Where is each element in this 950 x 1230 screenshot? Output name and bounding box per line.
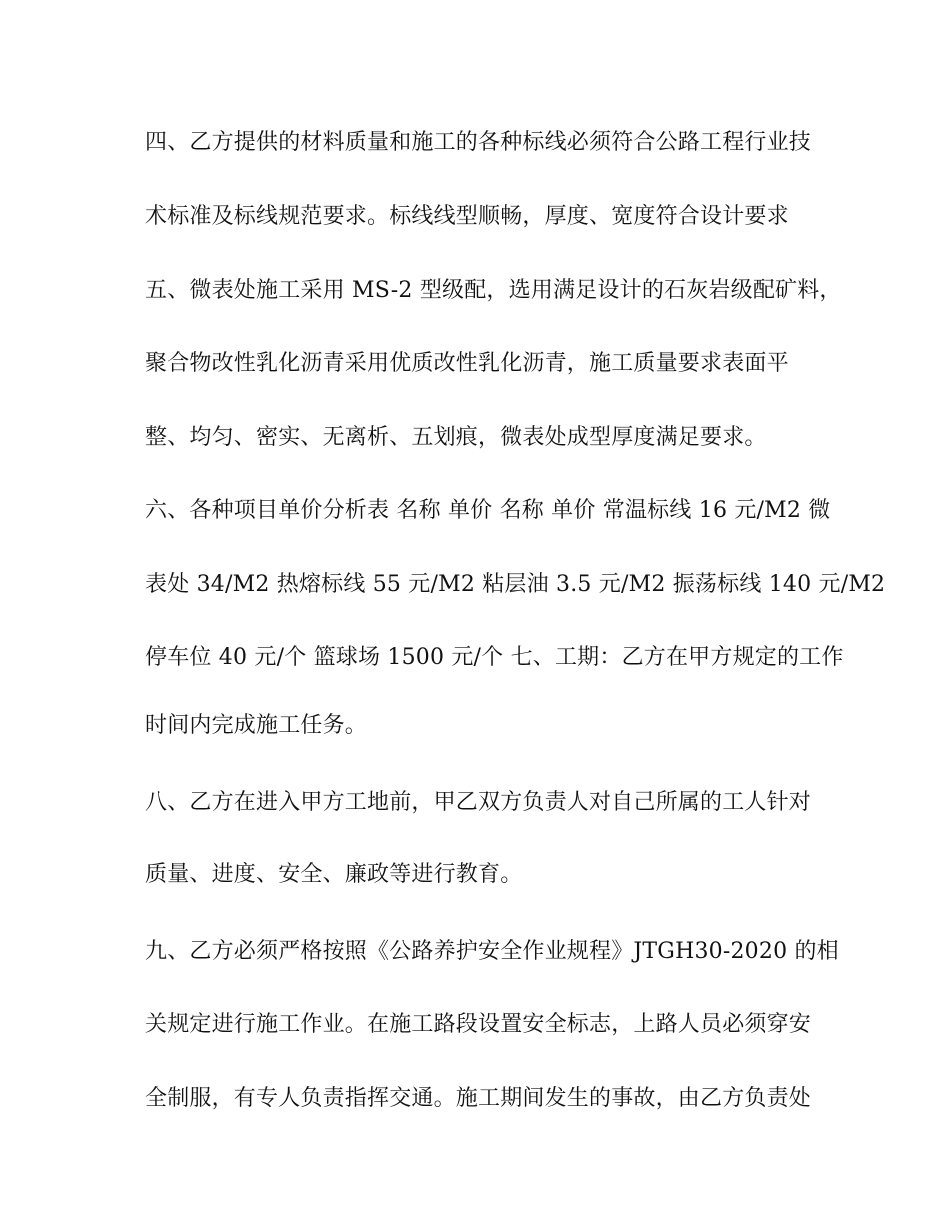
paragraph-line: 四、乙方提供的材料质量和施工的各种标线必须符合公路工程行业技	[145, 130, 812, 155]
paragraph-line: 质量、进度、安全、廉政等进行教育。	[145, 862, 523, 887]
paragraph-line: 五、微表处施工采用 MS-2 型级配，选用满足设计的石灰岩级配矿料，	[145, 278, 842, 303]
paragraph-line: 整、均匀、密实、无离析、五划痕，微表处成型厚度满足要求。	[145, 425, 767, 450]
paragraph-line: 聚合物改性乳化沥青采用优质改性乳化沥青，施工质量要求表面平	[145, 351, 789, 376]
paragraph-line: 九、乙方必须严格按照《公路养护安全作业规程》JTGH30-2020 的相	[145, 939, 839, 964]
paragraph-line: 全制服，有专人负责指挥交通。施工期间发生的事故，由乙方负责处	[145, 1086, 812, 1111]
paragraph-line: 停车位 40 元/个 篮球场 1500 元/个 七、工期：乙方在甲方规定的工作	[145, 645, 844, 670]
paragraph-line: 八、乙方在进入甲方工地前，甲乙双方负责人对自己所属的工人针对	[145, 790, 812, 815]
paragraph-line: 时间内完成施工任务。	[145, 713, 368, 738]
paragraph-line: 六、各种项目单价分析表 名称 单价 名称 单价 常温标线 16 元/M2 微	[145, 498, 831, 523]
paragraph-line: 术标准及标线规范要求。标线线型顺畅，厚度、宽度符合设计要求	[145, 204, 789, 229]
paragraph-line: 关规定进行施工作业。在施工路段设置安全标志，上路人员必须穿安	[145, 1012, 812, 1037]
paragraph-line: 表处 34/M2 热熔标线 55 元/M2 粘层油 3.5 元/M2 振荡标线 140 元/M2	[145, 572, 886, 597]
